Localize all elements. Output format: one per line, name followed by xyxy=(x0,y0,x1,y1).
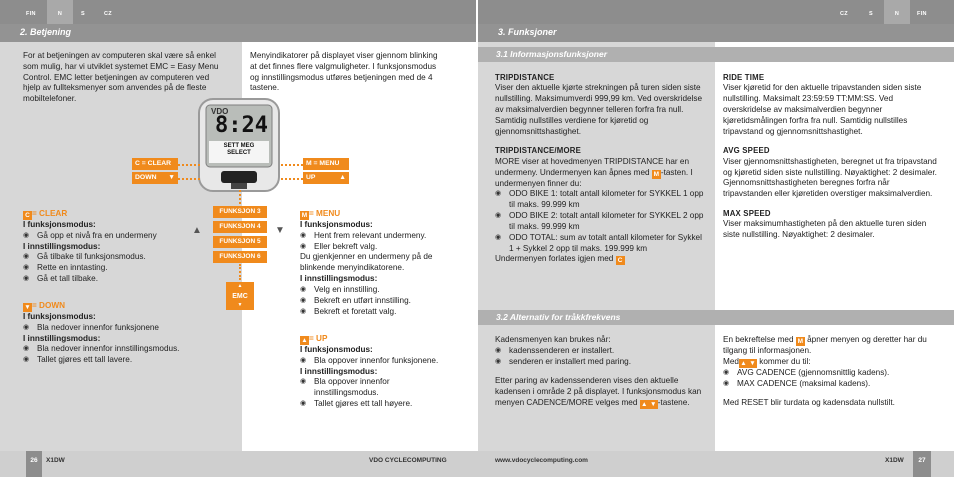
clear-mode1-heading: I funksjonsmodus: xyxy=(23,220,96,229)
section-title-betjening: 2. Betjening xyxy=(0,24,476,42)
up-block xyxy=(300,334,445,410)
tripdistance-block xyxy=(495,73,705,265)
cadence-confirm-c: Med xyxy=(723,356,739,366)
up-label xyxy=(303,172,349,184)
clear-mode1-item: ◉ Gå opp et nivå fra en undermeny xyxy=(23,231,223,242)
c-key-icon: C xyxy=(23,211,32,220)
tripdistance-more-outro-text: Undermenyen forlates igjen med xyxy=(495,254,614,264)
c-key-icon: C xyxy=(616,256,625,265)
up-key-icon: ▲ xyxy=(640,401,648,409)
menu-mode2-item: ◉ Bekreft en utført innstilling. xyxy=(300,296,445,307)
tripdistance-text: Viser den aktuelle kjørte strekningen på turen siden siste nullstilling. Maksimumverdi 999,99 km. Ved overskridelse av maksimalverdien begynner telleren forfra fra null. Samtidig nullstilles verdiene for kjøretid og gjennomsnittshastighet. xyxy=(495,83,703,136)
down-label-text: DOWN xyxy=(135,174,157,181)
up-mode1-heading: I funksjonsmodus: xyxy=(300,345,373,354)
ride-time-text: Viser kjøretid for den aktuelle tripavstanden siden siste nullstilling. Maksimalt 23:59:59 TT:MM:SS. Ved overskridelse av maksimalverdien begynner kjøretidsmålingen forfra fra null. Samtidig nullstilles tripavstand og gjennomsnittshastighet. xyxy=(723,83,922,136)
down-mode2-heading: I innstillingsmodus: xyxy=(23,333,101,343)
up-triangle-icon: ▲ xyxy=(192,225,202,236)
cadence-confirm-d: kommer du til: xyxy=(759,356,811,366)
emc-icon xyxy=(226,282,254,310)
up-arrow-icon: ▲ xyxy=(339,174,346,181)
clear-mode2-item: ◉ Gå et tall tilbake. xyxy=(23,274,223,285)
up-label-text: UP xyxy=(306,174,316,181)
avg-speed-text: Viser gjennomsnittshastigheten, beregnet ut fra tripavstand og kjøretid siden siste nullstilling. Nøyaktighet: 2 desimaler. Gjennomsnittshastigheten beregnes forfra når tripavstanden eller kjøretiden overstiger maksimalverdien. xyxy=(723,156,937,199)
odo-item: ◉ ODO BIKE 1: totalt antall kilometer for SYKKEL 1 opp til maks. 99.999 km xyxy=(495,189,705,211)
cadence-text-b: -tastene. xyxy=(657,398,690,408)
menu-block xyxy=(300,209,445,317)
cadence-confirm-b: åpner menyen og deretter har du tilgang til informasjonen. xyxy=(723,335,927,355)
menu-mid-text: Du gjenkjenner en undermeny på de blinkende menyindikatorene. xyxy=(300,252,433,273)
cadence-confirm-line xyxy=(723,357,938,368)
down-mode1-heading: I funksjonsmodus: xyxy=(23,312,96,321)
funk-leader-top xyxy=(239,190,241,204)
cadence-confirm-text xyxy=(723,335,938,357)
up-title: = UP xyxy=(309,334,328,343)
down-mode1-item: ◉ Bla nedover innenfor funksjonene xyxy=(23,323,183,334)
menu-mode1-item: ◉ Eller bekreft valg. xyxy=(300,242,445,253)
footer-page-number-left: 26 xyxy=(26,451,42,477)
lang-tab-s-right: S xyxy=(869,11,873,17)
funksjon-4-item: FUNKSJON 4 xyxy=(213,221,267,233)
subsection-title-informasjon: 3.1 Informasjonsfunksjoner xyxy=(478,47,954,62)
cadence-option-item: ◉ AVG CADENCE (gjennomsnittlig kadens). xyxy=(723,368,938,379)
down-key-icon: ▼ xyxy=(24,304,31,311)
subsection-title-cadence: 3.2 Alternativ for tråkkfrekvens xyxy=(478,310,954,325)
m-key-icon: M xyxy=(653,170,660,178)
funksjon-3-item: FUNKSJON 3 xyxy=(213,206,267,218)
device-menu-display: SETT MEG SELECT xyxy=(223,143,255,157)
up-mode2-item: ◉ Tallet gjøres ett tall høyere. xyxy=(300,399,445,410)
funksjon-6-item: FUNKSJON 6 xyxy=(213,251,267,263)
menu-title: = MENU xyxy=(309,209,341,218)
down-arrow-icon: ▼ xyxy=(168,174,175,181)
footer-website: www.vdocyclecomputing.com xyxy=(495,457,588,464)
clear-mode2-heading: I innstillingsmodus: xyxy=(23,241,101,251)
device-brand: VDO xyxy=(211,107,229,116)
tripdistance-heading: TRIPDISTANCE xyxy=(495,73,555,82)
m-menu-leader xyxy=(281,164,303,166)
down-mode2-item: ◉ Bla nedover innenfor innstillingsmodus. xyxy=(23,344,183,355)
cadence-text xyxy=(495,376,705,409)
clear-block xyxy=(23,209,223,285)
m-menu-label: M = MENU xyxy=(303,158,349,170)
section-title-funksjoner: 3. Funksjoner xyxy=(478,24,954,42)
cadence-confirm-block xyxy=(723,335,938,409)
emc-up-arrow-icon: ▲ xyxy=(237,283,243,289)
down-block xyxy=(23,301,183,366)
m-key-icon: M xyxy=(301,212,308,219)
tripdistance-more-text xyxy=(495,157,705,190)
tripdistance-more-text1: MORE viser at hovedmenyen TRIPDISTANCE har en undermeny. Undermenyen kan åpnes med xyxy=(495,156,689,177)
menu-mode2-heading: I innstillingsmodus: xyxy=(300,274,378,284)
cadence-reset-text: Med RESET blir turdata og kadensdata nullstilt. xyxy=(723,398,895,408)
down-leader xyxy=(178,178,200,180)
up-leader xyxy=(281,178,303,180)
footer-model-left: X1DW xyxy=(46,457,65,464)
intro-text-right: Menyindikatorer på displayet viser gjennom blinking at det finnes flere valgmuligheter. I funksjonsmodus og innstillingsmodus utføres betjeningen med de 4 tastene. xyxy=(250,51,438,93)
lang-tab-s-left: S xyxy=(81,11,85,17)
cadence-condition-item: ◉ senderen er installert med paring. xyxy=(495,357,705,368)
menu-mode2-item: ◉ Velg en innstilling. xyxy=(300,285,445,296)
up-mode1-item: ◉ Bla oppover innenfor funksjonene. xyxy=(300,356,445,367)
lang-tab-cz-left: CZ xyxy=(104,11,112,17)
up-mode2-heading: I innstillingsmodus: xyxy=(300,366,378,376)
odo-item: ◉ ODO BIKE 2: totalt antall kilometer for SYKKEL 2 opp til maks. 99.999 km xyxy=(495,211,705,233)
cadence-block xyxy=(495,335,705,409)
ride-time-heading: RIDE TIME xyxy=(723,73,765,82)
intro-text: For at betjeningen av computeren skal være så enkel som mulig, har vi utviklet systemet EMC = Easy Menu Control. EMC letter betjeningen av computeren ved hjelp av fullteksmenyer som anvendes på de fleste mobiltelefoner. xyxy=(23,51,219,104)
ride-time-block xyxy=(723,73,938,241)
footer-brand: VDO CYCLECOMPUTING xyxy=(369,457,447,464)
lang-tab-fin-left: FIN xyxy=(26,11,36,17)
tripdistance-more-outro xyxy=(495,254,705,265)
up-key-icon: ▲ xyxy=(301,337,308,344)
clear-title: = CLEAR xyxy=(32,209,68,218)
up-key-icon: ▲ xyxy=(740,359,747,367)
odo-item: ◉ ODO TOTAL: sum av totalt antall kilometer for Sykkel 1 + Sykkel 2 opp til maks. 199.999 km xyxy=(495,233,705,255)
emc-label: EMC xyxy=(232,293,248,300)
cadence-confirm-a: En bekreftelse med xyxy=(723,335,794,344)
c-clear-leader xyxy=(178,164,200,166)
down-key-icon: ▼ xyxy=(649,401,657,409)
c-clear-label: C = CLEAR xyxy=(132,158,178,170)
lang-tab-n-right-active: N xyxy=(884,0,910,24)
tripdistance-more-heading: TRIPDISTANCE/MORE xyxy=(495,146,581,156)
max-speed-heading: MAX SPEED xyxy=(723,209,771,219)
menu-mode2-item: ◉ Bekreft et foretatt valg. xyxy=(300,307,445,318)
menu-mode1-item: ◉ Hent frem relevant undermeny. xyxy=(300,231,445,242)
lang-tab-n-left-active: N xyxy=(47,0,73,24)
footer-model-right: X1DW xyxy=(885,457,904,464)
down-title: = DOWN xyxy=(32,301,65,310)
lang-tab-cz-right: CZ xyxy=(840,11,848,17)
funk-leader-bottom xyxy=(239,264,241,280)
device-illustration xyxy=(197,97,281,193)
m-key-icon: M xyxy=(797,338,804,345)
cadence-intro: Kadensmenyen kan brukes når: xyxy=(495,335,611,344)
device-time-display: 8:24 xyxy=(215,113,268,138)
menu-mode1-heading: I funksjonsmodus: xyxy=(300,220,373,229)
footer-page-number-right: 27 xyxy=(913,451,931,477)
clear-mode2-item: ◉ Rette en inntasting. xyxy=(23,263,223,274)
clear-mode2-item: ◉ Gå tilbake til funksjonsmodus. xyxy=(23,252,223,263)
cadence-text-a: Etter paring av kadenssenderen vises den aktuelle kadensen i område 2 på displayet. I funksjonsmodus kan menyen CADENCE/MORE velges med xyxy=(495,376,702,408)
funksjon-5-item: FUNKSJON 5 xyxy=(213,236,267,248)
up-mode2-item: ◉ Bla oppover innenfor innstillingsmodus. xyxy=(300,377,445,399)
emc-down-arrow-icon: ▼ xyxy=(237,302,243,308)
cadence-condition-item: ◉ kadenssenderen er installert. xyxy=(495,346,705,357)
down-triangle-icon: ▼ xyxy=(275,225,285,236)
avg-speed-heading: AVG SPEED xyxy=(723,146,770,156)
max-speed-text: Viser maksimumhastigheten på den aktuelle turen siden siste nullstilling. Nøyaktighet: 2 desimaler. xyxy=(723,219,927,240)
footer-bar xyxy=(0,451,954,477)
lang-tab-fin-right: FIN xyxy=(917,11,927,17)
cadence-option-item: ◉ MAX CADENCE (maksimal kadens). xyxy=(723,379,938,390)
down-key-icon: ▼ xyxy=(749,359,756,367)
down-label xyxy=(132,172,178,184)
down-mode2-item: ◉ Tallet gjøres ett tall lavere. xyxy=(23,355,183,366)
tripdistance-more-text2: -tasten. I undermenyen finner du: xyxy=(495,167,693,188)
